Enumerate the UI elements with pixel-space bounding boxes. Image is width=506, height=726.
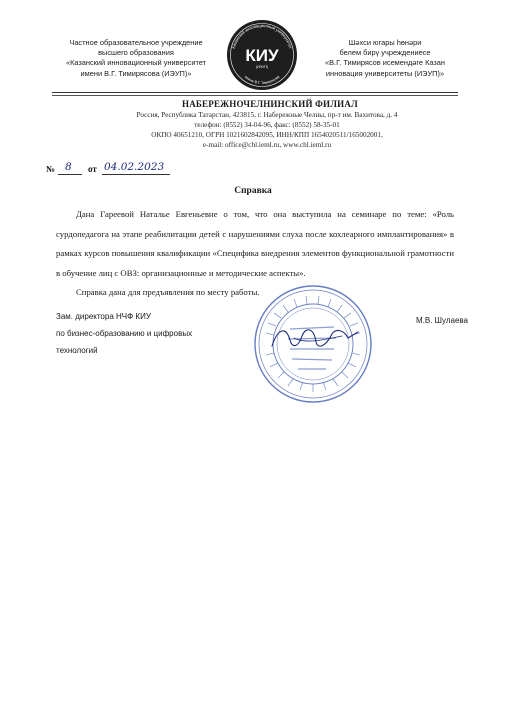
address-line: e-mail: office@chl.ieml.ru, www.chl.ieml.ru — [202, 141, 332, 149]
handwritten-signature — [264, 318, 364, 358]
number-underline — [58, 174, 82, 175]
signer-position-line: Зам. директора НЧФ КИУ — [56, 312, 151, 321]
document-number-line — [46, 161, 206, 177]
header-right-line: инновация университеты (ИЭУП)» — [325, 68, 445, 78]
date-underline — [102, 174, 170, 175]
number-value: 8 — [65, 161, 72, 173]
header-right-line: «В.Г. Тимирясов исемендәге Казан — [325, 58, 445, 68]
body-paragraph: Справка дана для предъявления по месту работы. — [76, 287, 260, 298]
date-label: от — [88, 164, 97, 174]
address-line: Россия, Республика Татарстан, 423815, г. Набережные Челны, пр-т им. Вахитова, д. 4 — [136, 111, 398, 119]
number-label: № — [46, 164, 56, 174]
logo-text: КИУ — [245, 46, 279, 65]
signer-position-line: по бизнес-образованию и цифровых — [56, 329, 193, 338]
logo-sub: (ИЭУП) — [255, 65, 269, 69]
header-left-line: имени В.Г. Тимирясова (ИЭУП)» — [80, 68, 192, 78]
signer-position — [56, 308, 256, 359]
header-divider — [52, 92, 458, 93]
signer-name: М.В. Шулаева — [416, 316, 468, 325]
logo-ring-bottom: имени В.Г. Тимирясова — [243, 74, 281, 86]
header-right-line: Шәхси югары һөнәри — [348, 38, 422, 47]
header-left-line: Частное образовательное учреждение — [69, 38, 203, 47]
header-right-block — [300, 38, 470, 79]
header-left-line: высшего образования — [98, 48, 174, 58]
branch-address — [92, 110, 442, 150]
header-left-line: «Казанский инновационный университет — [65, 58, 207, 68]
logo-ring-top: Казанский инновационный университет — [230, 22, 294, 50]
signer-position-line: технологий — [56, 346, 98, 355]
header-left-block — [50, 38, 222, 79]
branch-name: НАБЕРЕЖНОЧЕЛНИНСКИЙ ФИЛИАЛ — [182, 99, 358, 109]
document-title: Справка — [234, 186, 272, 196]
header-divider-thin — [52, 95, 458, 96]
address-line: ОКПО 40651210, ОГРН 1021602842095, ИНН/КПП 1654020511/165002001, — [151, 131, 383, 139]
university-logo — [225, 18, 299, 92]
body-paragraph: Дана Гареевой Наталье Евгеньевне о том, что она выступила на семинаре по теме: «Роль сурдопедагога на этапе реабилитации детей с нарушениями слуха после кохлеарного имплантирования» в рамках курсов повышения квалификации «Специфика внедрения элементов функциональной грамотности в обучение лиц с ОВЗ: организационные и методические аспекты». — [56, 209, 454, 278]
address-line: телефон: (8552) 34-04-96, факс: (8552) 58-35-01 — [194, 121, 340, 129]
date-value: 04.02.2023 — [104, 161, 165, 173]
header-right-line: белем бирү учреждениесе — [339, 48, 431, 58]
